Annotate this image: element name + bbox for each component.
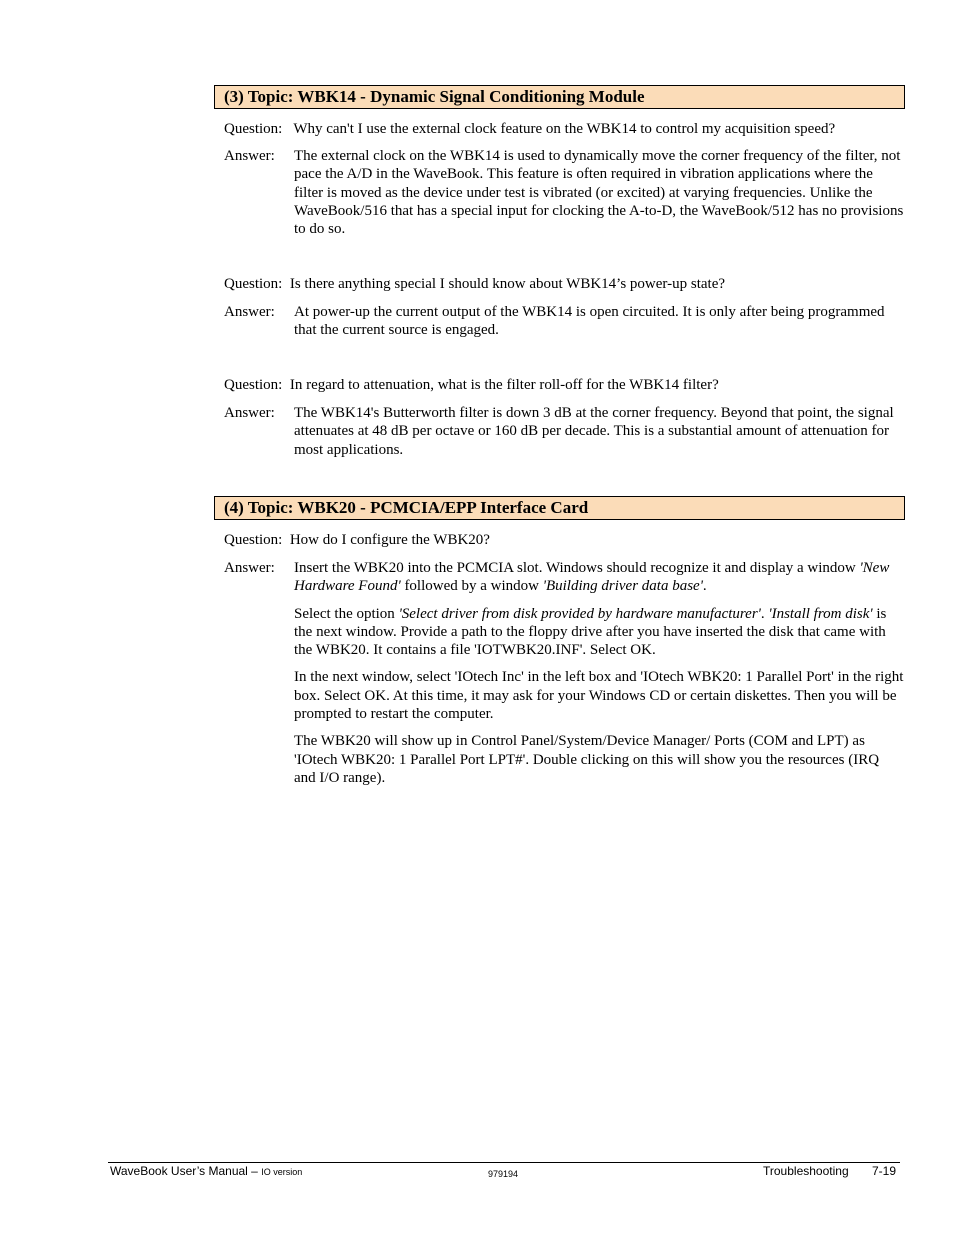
- topic-heading-wbk20: (4) Topic: WBK20 - PCMCIA/EPP Interface Card: [214, 496, 905, 520]
- footer-version: IO version: [261, 1167, 303, 1177]
- question-text: How do I configure the WBK20?: [289, 532, 490, 548]
- question-2: [224, 275, 725, 293]
- answer-3: [294, 404, 904, 459]
- footer-chapter: Troubleshooting: [763, 1164, 849, 1178]
- question-text: Why can't I use the external clock feature on the WBK14 to control my acquisition speed?: [293, 121, 836, 137]
- footer-manual-title: WaveBook User’s Manual – IO version: [110, 1164, 303, 1178]
- question-3: [224, 376, 719, 394]
- question-label: Question:: [224, 377, 283, 393]
- footer-page-number: 7-19: [872, 1164, 897, 1178]
- answer-text: The WBK14's Butterworth filter is down 3 dB at the corner frequency. Beyond that point, the signal attenuates at 48 dB per octave or 160 dB per decade. This is a substantial amount of attenuation for most applications.: [294, 405, 894, 458]
- answer-paragraph-3: In the next window, select 'IOtech Inc' in the left box and 'IOtech WBK20: 1 Parallel Port' in the right box. Select OK. At this time, it may ask for your Windows CD or certain diskettes. Then you will be prompted to restart the computer.: [294, 669, 904, 723]
- answer-label: Answer:: [224, 304, 275, 320]
- question-label: Question:: [224, 276, 283, 292]
- answer-2: [294, 303, 904, 340]
- answer-text: At power-up the current output of the WBK14 is open circuited. It is only after being programmed that the current source is engaged.: [294, 304, 885, 339]
- answer-label: Answer:: [224, 405, 275, 421]
- answer-paragraph-1: Insert the WBK20 into the PCMCIA slot. Windows should recognize it and display a window 'New Hardware Found' followed by a window 'Building driver data base'.: [294, 560, 890, 595]
- answer-text: The external clock on the WBK14 is used to dynamically move the corner frequency of the filter, not pace the A/D in the WaveBook. This feature is often required in vibration applications where the filter is moved as the device under test is vibrated (or excited) at varying frequencies. Unlike the WaveBook/516 that has a special input for clocking the A-to-D, the WaveBook/512 has no provisions to do so.: [294, 148, 904, 238]
- answer-4: [294, 559, 904, 787]
- question-text: Is there anything special I should know about WBK14’s power-up state?: [289, 276, 726, 292]
- answer-label: Answer:: [224, 148, 275, 164]
- question-label: Question:: [224, 532, 283, 548]
- answer-1: [294, 147, 904, 238]
- topic-heading-wbk14: (3) Topic: WBK14 - Dynamic Signal Conditioning Module: [214, 85, 905, 109]
- answer-paragraph-4: The WBK20 will show up in Control Panel/System/Device Manager/ Ports (COM and LPT) as 'IOtech WBK20: 1 Parallel Port LPT#'. Double clicking on this will show you the resources (IRQ and I/O range).: [294, 733, 880, 786]
- footer-doc-number: 979194: [488, 1169, 519, 1179]
- answer-label: Answer:: [224, 560, 275, 576]
- question-1: [224, 120, 835, 138]
- question-text: In regard to attenuation, what is the filter roll-off for the WBK14 filter?: [289, 377, 719, 393]
- answer-paragraph-2: Select the option 'Select driver from disk provided by hardware manufacturer'. 'Install from disk' is the next window. Provide a path to the floppy drive after you have inserted the disk that came with the WBK20. It contains a file 'IOTWBK20.INF'. Select OK.: [294, 605, 887, 659]
- question-4: [224, 531, 490, 549]
- question-label: Question:: [224, 121, 283, 137]
